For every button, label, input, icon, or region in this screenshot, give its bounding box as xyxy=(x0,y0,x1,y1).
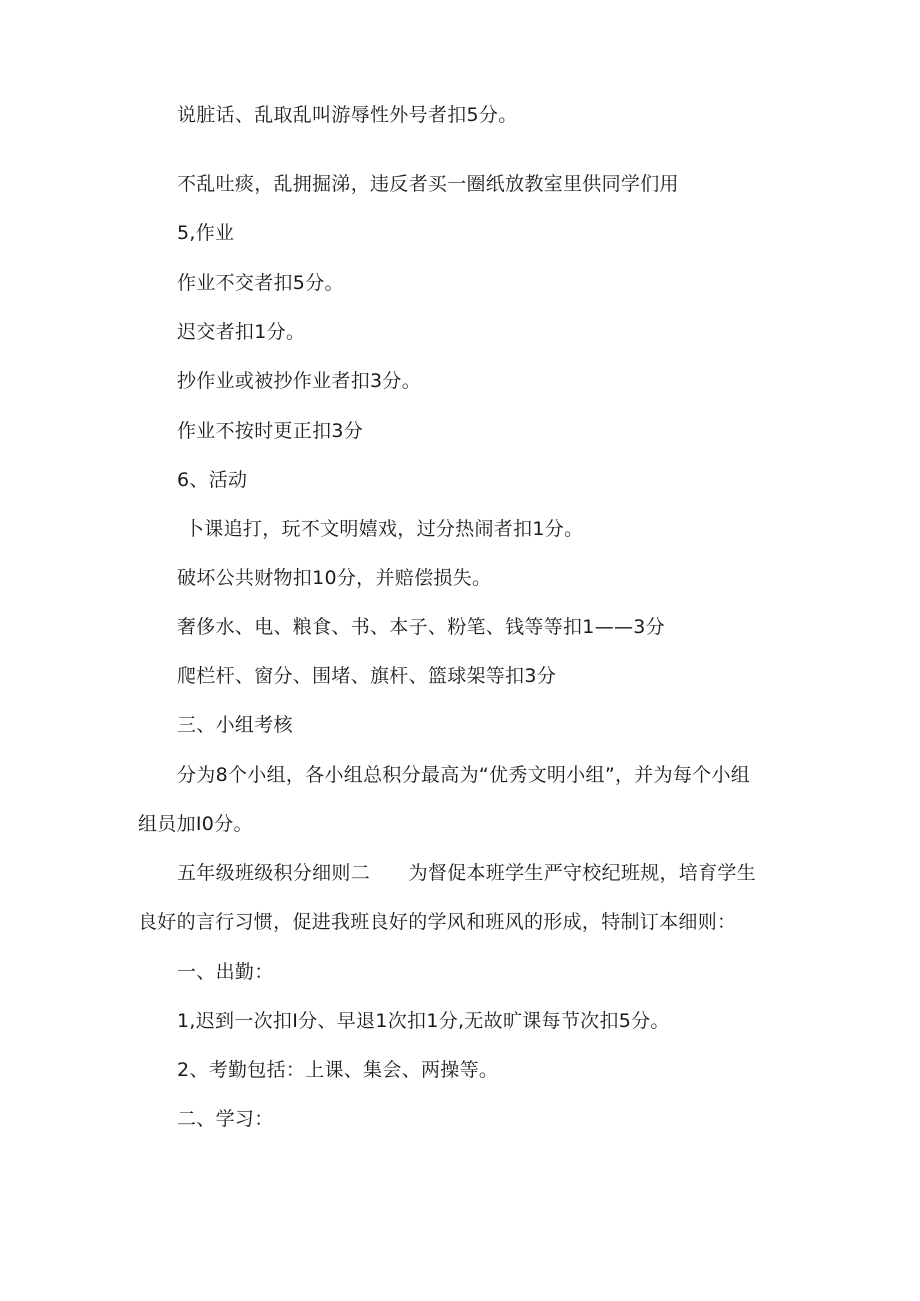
section-heading-attendance: 一、出勤： xyxy=(177,961,274,983)
text-line: 2、考勤包括：上课、集会、两操等。 xyxy=(177,1059,499,1081)
text-line: 分为8个小组，各小组总积分最高为“优秀文明小组”，并为每个小组 xyxy=(177,764,751,786)
text-line: 迟交者扣1分。 xyxy=(177,321,306,343)
text-line: 爬栏杆、窗分、围堵、旗杆、篮球架等扣3分 xyxy=(177,665,557,687)
text-line: 不乱吐痰，乱拥掘涕，违反者买一圈纸放教室里供同学们用 xyxy=(177,173,679,195)
section-heading-homework: 5,作业 xyxy=(177,222,235,244)
text-line: 五年级班级积分细则二 为督促本班学生严守校纪班规，培育学生 xyxy=(177,862,757,884)
text-line: 破坏公共财物扣10分，并赔偿损失。 xyxy=(177,567,492,589)
text-line: 作业不按时更正扣3分 xyxy=(177,420,364,442)
text-line-continuation: 组员加I0分。 xyxy=(138,813,253,835)
section-heading-study: 二、学习： xyxy=(177,1108,274,1130)
text-line: 作业不交者扣5分。 xyxy=(177,272,344,294)
section-heading-activity: 6、活动 xyxy=(177,469,248,491)
text-line: 奢侈水、电、粮食、书、本子、粉笔、钱等等扣1——3分 xyxy=(177,616,665,638)
text-line: 说脏话、乱取乱叫游辱性外号者扣5分。 xyxy=(177,104,518,126)
text-line-continuation: 良好的言行习惯，促进我班良好的学风和班风的形成，特制订本细则： xyxy=(138,911,737,933)
text-line: 抄作业或被抄作业者扣3分。 xyxy=(177,370,421,392)
text-line: 1,迟到一次扣I分、早退1次扣1分,无故旷课每节次扣5分。 xyxy=(177,1010,670,1032)
text-line: 卜课追打，玩不文明嬉戏，过分热闹者扣1分。 xyxy=(185,518,584,540)
section-heading-group-assessment: 三、小组考核 xyxy=(177,714,293,736)
